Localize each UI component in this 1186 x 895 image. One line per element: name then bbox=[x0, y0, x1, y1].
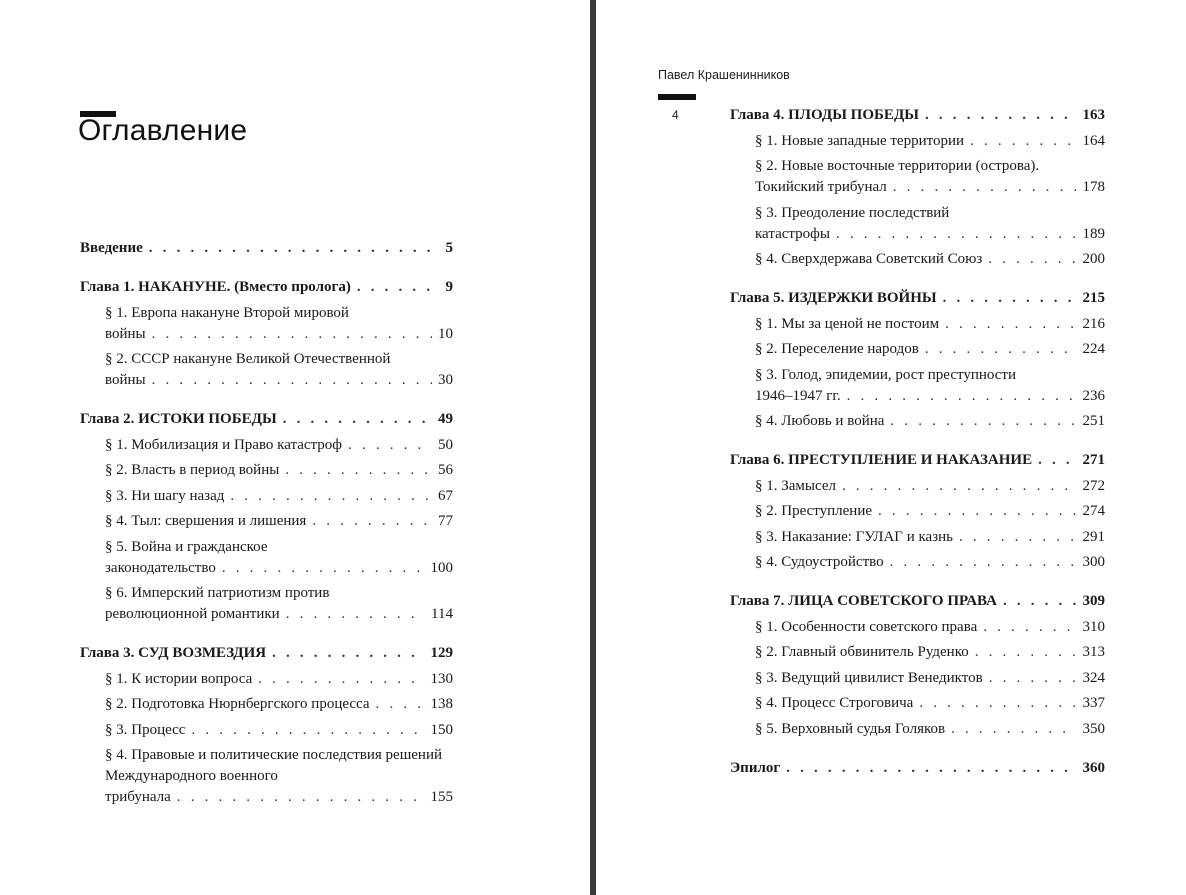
section-page-number: 50 bbox=[438, 436, 453, 453]
toc-section-entry[interactable] bbox=[80, 460, 453, 481]
dot-leader bbox=[878, 501, 1076, 522]
dot-leader bbox=[847, 386, 1077, 407]
section-title: катастрофы bbox=[755, 225, 830, 242]
toc-section-entry[interactable] bbox=[730, 339, 1105, 360]
section-title: § 3. Ведущий цивилист Венедиктов bbox=[755, 669, 983, 686]
toc-section-entry[interactable] bbox=[80, 720, 453, 741]
toc-section-entry[interactable] bbox=[80, 486, 453, 507]
toc-section-entry[interactable] bbox=[80, 303, 453, 345]
toc-section-entry[interactable] bbox=[730, 642, 1105, 663]
chapter-title: Глава 3. СУД ВОЗМЕЗДИЯ bbox=[80, 645, 267, 661]
toc-section-entry[interactable] bbox=[80, 583, 453, 625]
toc-section-line bbox=[755, 501, 1105, 522]
dot-leader bbox=[191, 720, 424, 741]
dot-leader bbox=[970, 131, 1076, 152]
chapter-page-number: 5 bbox=[445, 240, 453, 256]
dot-leader bbox=[842, 476, 1077, 497]
section-title-start: § 2. Новые восточные территории (острова). bbox=[755, 158, 1040, 174]
toc-section-entry[interactable] bbox=[730, 527, 1105, 548]
section-page-number: 100 bbox=[430, 559, 453, 576]
toc-section-entry[interactable] bbox=[80, 511, 453, 532]
toc-chapter-heading[interactable] bbox=[730, 105, 1105, 126]
toc-section-line bbox=[755, 476, 1105, 497]
toc-chapter-heading[interactable] bbox=[730, 450, 1105, 471]
dot-leader bbox=[890, 552, 1077, 573]
section-page-number: 337 bbox=[1082, 695, 1105, 711]
toc-section-line bbox=[755, 339, 1105, 360]
chapter-page-number: 215 bbox=[1082, 290, 1105, 306]
chapter-title: Глава 2. ИСТОКИ ПОБЕДЫ bbox=[80, 411, 277, 427]
section-title: войны bbox=[105, 372, 146, 388]
header-accent-bar bbox=[658, 94, 696, 100]
section-title: § 1. К истории вопроса bbox=[105, 670, 253, 687]
dot-leader bbox=[357, 277, 440, 298]
section-title-start: § 4. Правовые и политические последствия решений Международного военного bbox=[105, 747, 443, 784]
toc-section-entry[interactable] bbox=[730, 693, 1105, 714]
toc-list-left bbox=[80, 238, 453, 826]
toc-section-line bbox=[755, 249, 1105, 270]
dot-leader bbox=[149, 238, 440, 259]
section-page-number: 155 bbox=[430, 789, 453, 805]
toc-section-entry[interactable] bbox=[730, 314, 1105, 335]
toc-section-entry[interactable] bbox=[730, 203, 1105, 245]
section-page-number: 310 bbox=[1082, 618, 1105, 635]
toc-section-line bbox=[755, 224, 1105, 245]
toc-section-line bbox=[755, 386, 1105, 407]
toc-section-entry[interactable] bbox=[730, 719, 1105, 740]
toc-section-line bbox=[105, 435, 453, 456]
section-title: § 2. Переселение народов bbox=[755, 341, 919, 357]
dot-leader bbox=[836, 224, 1077, 245]
section-title: § 2. Преступление bbox=[755, 503, 873, 519]
chapter-title: Глава 7. ЛИЦА СОВЕТСКОГО ПРАВА bbox=[730, 593, 997, 609]
toc-section-line bbox=[755, 719, 1105, 740]
chapter-title: Глава 5. ИЗДЕРЖКИ ВОЙНЫ bbox=[730, 290, 937, 306]
toc-chapter-heading[interactable] bbox=[80, 643, 453, 664]
chapter-page-number: 309 bbox=[1082, 593, 1105, 609]
toc-section-line bbox=[755, 131, 1105, 152]
dot-leader bbox=[152, 324, 432, 345]
toc-section-line bbox=[105, 486, 453, 507]
dot-leader bbox=[230, 486, 432, 507]
toc-section-entry[interactable] bbox=[730, 411, 1105, 432]
section-page-number: 350 bbox=[1082, 720, 1105, 737]
dot-leader bbox=[258, 669, 424, 690]
dot-leader bbox=[951, 719, 1076, 740]
toc-chapter bbox=[80, 238, 453, 259]
section-page-number: 164 bbox=[1082, 132, 1105, 149]
section-title: § 4. Судоустройство bbox=[755, 554, 884, 570]
toc-section-line bbox=[755, 177, 1105, 198]
section-title-start: § 3. Голод, эпидемии, рост преступности bbox=[755, 366, 1016, 383]
toc-chapter-heading[interactable] bbox=[730, 758, 1105, 779]
section-page-number: 56 bbox=[438, 462, 453, 478]
section-title: § 4. Процесс Строговича bbox=[755, 695, 914, 711]
toc-chapter bbox=[80, 409, 453, 625]
dot-leader bbox=[177, 787, 425, 808]
toc-section-line bbox=[105, 787, 453, 808]
dot-leader bbox=[285, 460, 432, 481]
dot-leader bbox=[925, 339, 1077, 360]
section-title: § 2. Подготовка Нюрнбергского процесса bbox=[105, 696, 370, 712]
toc-chapter bbox=[80, 277, 453, 391]
dot-leader bbox=[890, 411, 1076, 432]
toc-chapter-heading[interactable] bbox=[80, 277, 453, 298]
toc-section-line bbox=[755, 668, 1105, 689]
toc-section-entry[interactable] bbox=[730, 476, 1105, 497]
running-header-author: Павел Крашенинников bbox=[658, 68, 790, 82]
section-title: 1946–1947 гг. bbox=[755, 387, 841, 404]
section-page-number: 313 bbox=[1082, 644, 1105, 660]
section-page-number: 236 bbox=[1082, 387, 1105, 404]
right-page bbox=[596, 0, 1186, 895]
chapter-title: Эпилог bbox=[730, 759, 781, 776]
section-page-number: 300 bbox=[1082, 554, 1105, 570]
toc-chapter-heading[interactable] bbox=[80, 409, 453, 430]
toc-section-line bbox=[755, 527, 1105, 548]
dot-leader bbox=[376, 694, 425, 715]
chapter-title: Глава 1. НАКАНУНЕ. (Вместо пролога) bbox=[80, 279, 351, 295]
section-title: революционной романтики bbox=[105, 606, 280, 622]
toc-section-entry[interactable] bbox=[80, 435, 453, 456]
toc-section-line bbox=[755, 642, 1105, 663]
page-number: 4 bbox=[672, 108, 679, 122]
section-title: § 1. Новые западные территории bbox=[755, 132, 965, 149]
dot-leader bbox=[925, 105, 1077, 126]
dot-leader bbox=[152, 370, 432, 391]
dot-leader bbox=[989, 668, 1077, 689]
dot-leader bbox=[286, 604, 425, 625]
dot-leader bbox=[1003, 591, 1077, 612]
section-title-start: § 5. Война и гражданское bbox=[105, 538, 268, 555]
dot-leader bbox=[283, 409, 432, 430]
toc-section-line bbox=[105, 370, 453, 391]
dot-leader bbox=[272, 643, 424, 664]
section-page-number: 291 bbox=[1082, 528, 1105, 545]
section-title: § 2. Власть в период войны bbox=[105, 462, 280, 478]
section-page-number: 251 bbox=[1082, 413, 1105, 429]
toc-section-entry[interactable] bbox=[730, 156, 1105, 198]
toc-chapter-heading[interactable] bbox=[80, 238, 453, 259]
toc-chapter bbox=[730, 105, 1105, 270]
section-title: § 4. Любовь и война bbox=[755, 413, 885, 429]
toc-section-entry[interactable] bbox=[730, 668, 1105, 689]
dot-leader bbox=[348, 435, 432, 456]
toc-chapter bbox=[80, 643, 453, 808]
chapter-title: Глава 4. ПЛОДЫ ПОБЕДЫ bbox=[730, 107, 919, 123]
section-page-number: 224 bbox=[1082, 341, 1105, 357]
section-page-number: 324 bbox=[1082, 669, 1105, 686]
toc-section-line bbox=[105, 511, 453, 532]
toc-section-entry[interactable] bbox=[730, 617, 1105, 638]
section-title: законодательство bbox=[105, 559, 216, 576]
toc-section-line bbox=[105, 720, 453, 741]
section-title: § 1. Замысел bbox=[755, 477, 836, 494]
section-title: § 3. Процесс bbox=[105, 721, 186, 738]
chapter-title: Введение bbox=[80, 240, 143, 256]
section-page-number: 189 bbox=[1082, 225, 1105, 242]
section-title: § 4. Сверхдержава Советский Союз bbox=[755, 251, 983, 267]
dot-leader bbox=[312, 511, 432, 532]
section-page-number: 216 bbox=[1082, 315, 1105, 332]
toc-chapter bbox=[730, 288, 1105, 432]
toc-section-line bbox=[105, 460, 453, 481]
toc-section-entry[interactable] bbox=[730, 501, 1105, 522]
toc-section-entry[interactable] bbox=[80, 745, 453, 808]
dot-leader bbox=[983, 617, 1076, 638]
toc-chapter bbox=[730, 758, 1105, 779]
section-page-number: 30 bbox=[438, 372, 453, 388]
section-title: § 2. Главный обвинитель Руденко bbox=[755, 644, 969, 660]
section-page-number: 10 bbox=[438, 325, 453, 342]
section-title: § 1. Особенности советского права bbox=[755, 618, 978, 635]
dot-leader bbox=[959, 527, 1077, 548]
section-title-start: § 3. Преодоление последствий bbox=[755, 204, 950, 221]
toc-section-line bbox=[105, 324, 453, 345]
section-title-start: § 2. СССР накануне Великой Отечественной bbox=[105, 351, 391, 367]
section-page-number: 274 bbox=[1082, 503, 1105, 519]
toc-section-entry[interactable] bbox=[730, 249, 1105, 270]
dot-leader bbox=[975, 642, 1077, 663]
chapter-title: Глава 6. ПРЕСТУПЛЕНИЕ И НАКАЗАНИЕ bbox=[730, 452, 1033, 468]
section-page-number: 200 bbox=[1082, 251, 1105, 267]
toc-section-entry[interactable] bbox=[80, 669, 453, 690]
section-page-number: 150 bbox=[430, 721, 453, 738]
section-title: Токийский трибунал bbox=[755, 179, 887, 195]
toc-section-line bbox=[105, 694, 453, 715]
dot-leader bbox=[786, 758, 1076, 779]
toc-chapter bbox=[730, 450, 1105, 573]
chapter-page-number: 271 bbox=[1082, 452, 1105, 468]
section-title: § 1. Мобилизация и Право катастроф bbox=[105, 436, 343, 453]
left-page bbox=[0, 0, 590, 895]
section-title: войны bbox=[105, 325, 146, 342]
toc-section-entry[interactable] bbox=[80, 537, 453, 579]
dot-leader bbox=[945, 314, 1076, 335]
dot-leader bbox=[943, 288, 1077, 309]
section-page-number: 178 bbox=[1082, 179, 1105, 195]
section-title-start: § 1. Европа накануне Второй мировой bbox=[105, 304, 349, 321]
toc-list-right bbox=[730, 105, 1105, 797]
chapter-page-number: 9 bbox=[445, 279, 453, 295]
toc-section-line bbox=[755, 552, 1105, 573]
toc-section-line bbox=[105, 558, 453, 579]
toc-section-line bbox=[105, 669, 453, 690]
dot-leader bbox=[1038, 450, 1076, 471]
toc-chapter-heading[interactable] bbox=[730, 288, 1105, 309]
toc-section-entry[interactable] bbox=[730, 131, 1105, 152]
dot-leader bbox=[919, 693, 1076, 714]
chapter-page-number: 49 bbox=[438, 411, 453, 427]
chapter-page-number: 360 bbox=[1082, 759, 1105, 776]
toc-chapter bbox=[730, 591, 1105, 740]
toc-section-line bbox=[755, 693, 1105, 714]
dot-leader bbox=[893, 177, 1077, 198]
toc-section-line bbox=[755, 314, 1105, 335]
section-title-start: § 6. Имперский патриотизм против bbox=[105, 585, 330, 601]
section-page-number: 77 bbox=[438, 513, 453, 529]
dot-leader bbox=[222, 558, 425, 579]
section-title: трибунала bbox=[105, 789, 171, 805]
section-page-number: 138 bbox=[430, 696, 453, 712]
toc-section-entry[interactable] bbox=[80, 349, 453, 391]
toc-section-entry[interactable] bbox=[730, 552, 1105, 573]
chapter-page-number: 129 bbox=[430, 645, 453, 661]
section-title: § 3. Ни шагу назад bbox=[105, 487, 225, 504]
section-page-number: 114 bbox=[431, 606, 453, 622]
toc-section-entry[interactable] bbox=[80, 694, 453, 715]
toc-section-line bbox=[105, 604, 453, 625]
section-title: § 1. Мы за ценой не постоим bbox=[755, 315, 940, 332]
section-title: § 3. Наказание: ГУЛАГ и казнь bbox=[755, 528, 953, 545]
section-page-number: 130 bbox=[430, 670, 453, 687]
toc-section-line bbox=[755, 617, 1105, 638]
section-title: § 4. Тыл: свершения и лишения bbox=[105, 513, 307, 529]
toc-chapter-heading[interactable] bbox=[730, 591, 1105, 612]
section-page-number: 67 bbox=[438, 487, 453, 504]
toc-section-entry[interactable] bbox=[730, 365, 1105, 407]
chapter-page-number: 163 bbox=[1082, 107, 1105, 123]
section-page-number: 272 bbox=[1082, 477, 1105, 494]
toc-section-line bbox=[755, 411, 1105, 432]
page-title: Оглавление bbox=[78, 114, 248, 147]
section-title: § 5. Верховный судья Голяков bbox=[755, 720, 946, 737]
dot-leader bbox=[988, 249, 1076, 270]
